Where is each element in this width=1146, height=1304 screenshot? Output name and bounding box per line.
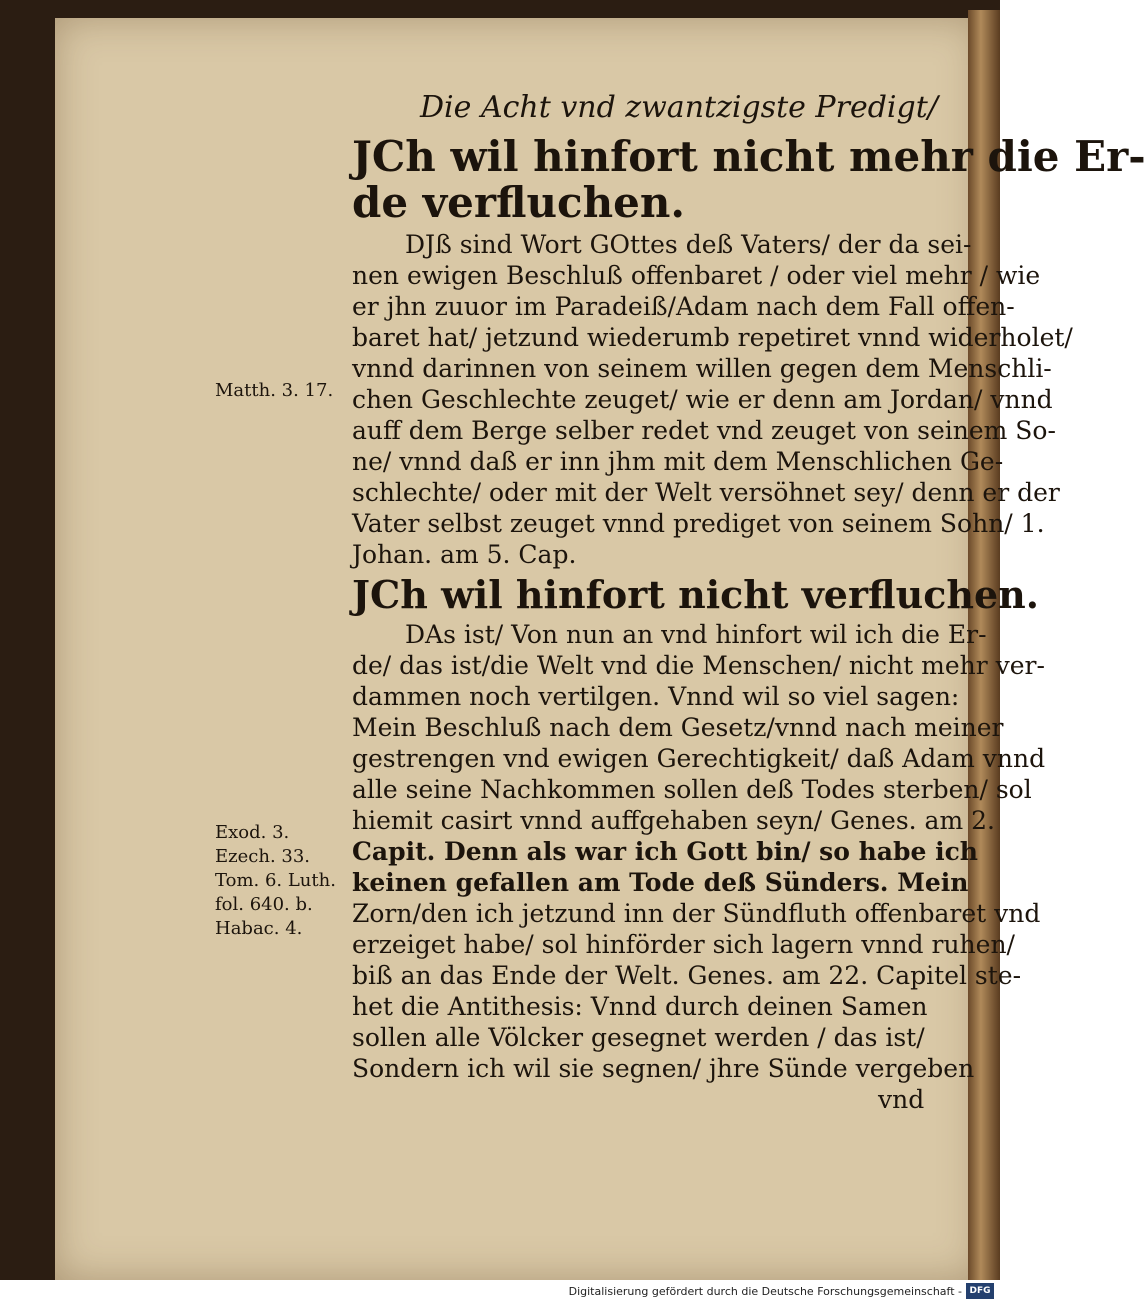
paragraph2-line: sollen alle Völcker gesegnet werden / das ist/ [352, 1023, 925, 1052]
marginal-reference: Tom. 6. Luth. [215, 870, 336, 891]
marginal-reference: Matth. 3. 17. [215, 380, 334, 401]
paragraph1-line: DJß sind Wort GOttes deß Vaters/ der da sei- [405, 230, 972, 259]
paragraph1-line: schlechte/ oder mit der Welt versöhnet sey/ denn er der [352, 478, 1060, 507]
paragraph2-line: dammen noch vertilgen. Vnnd wil so viel sagen: [352, 682, 960, 711]
paragraph1-line: er jhn zuuor im Paradeiß/Adam nach dem Fall offen- [352, 292, 1015, 321]
marginal-reference: Exod. 3. [215, 822, 290, 843]
marginal-reference: fol. 640. b. [215, 894, 313, 915]
paragraph2-line: alle seine Nachkommen sollen deß Todes sterben/ sol [352, 775, 1032, 804]
paragraph2-line: keinen gefallen am Tode deß Sünders. Mein [352, 868, 969, 897]
marginal-reference: Ezech. 33. [215, 846, 311, 867]
dfg-logo: DFG [966, 1283, 994, 1299]
funding-credit: Digitalisierung gefördert durch die Deutsche Forschungsgemeinschaft - [568, 1285, 962, 1298]
paragraph1-line: vnnd darinnen von seinem willen gegen dem Menschli- [352, 354, 1052, 383]
paragraph2-line: Mein Beschluß nach dem Gesetz/vnnd nach meiner [352, 713, 1004, 742]
paragraph2-line: Capit. Denn als war ich Gott bin/ so habe ich [352, 837, 978, 866]
paragraph2-line: de/ das ist/die Welt vnd die Menschen/ nicht mehr ver- [352, 651, 1045, 680]
paragraph1-line: Johan. am 5. Cap. [352, 540, 577, 569]
paragraph2-line: hiemit casirt vnnd auffgehaben seyn/ Genes. am 2. [352, 806, 995, 835]
footer-bar [0, 1280, 1000, 1304]
verse-title-line1: JCh wil hinfort nicht mehr die Er- [352, 132, 1146, 181]
paragraph2-line: gestrengen vnd ewigen Gerechtigkeit/ daß Adam vnnd [352, 744, 1046, 773]
paragraph1-line: baret hat/ jetzund wiederumb repetiret vnnd widerholet/ [352, 323, 1073, 352]
subheading: JCh wil hinfort nicht verfluchen. [352, 572, 1040, 617]
paragraph2-line: DAs ist/ Von nun an vnd hinfort wil ich die Er- [405, 620, 987, 649]
catchword: vnd [878, 1085, 925, 1114]
marginal-reference: Habac. 4. [215, 918, 303, 939]
paragraph1-line: auff dem Berge selber redet vnd zeuget von seinem So- [352, 416, 1056, 445]
paragraph2-line: erzeiget habe/ sol hinförder sich lagern vnnd ruhen/ [352, 930, 1015, 959]
paragraph1-line: Vater selbst zeuget vnnd prediget von seinem Sohn/ 1. [352, 509, 1045, 538]
paragraph2-line: Zorn/den ich jetzund inn der Sündfluth offenbaret vnd [352, 899, 1041, 928]
paragraph1-line: nen ewigen Beschluß offenbaret / oder viel mehr / wie [352, 261, 1041, 290]
paragraph2-line: het die Antithesis: Vnnd durch deinen Samen [352, 992, 928, 1021]
verse-title-line2: de verfluchen. [352, 178, 686, 227]
paragraph2-line: biß an das Ende der Welt. Genes. am 22. Capitel ste- [352, 961, 1022, 990]
paragraph2-line: Sondern ich wil sie segnen/ jhre Sünde vergeben [352, 1054, 975, 1083]
paragraph1-line: chen Geschlechte zeuget/ wie er denn am Jordan/ vnnd [352, 385, 1053, 414]
sermon-title: Die Acht vnd zwantzigste Predigt/ [420, 90, 938, 125]
paragraph1-line: ne/ vnnd daß er inn jhm mit dem Menschlichen Ge- [352, 447, 1004, 476]
